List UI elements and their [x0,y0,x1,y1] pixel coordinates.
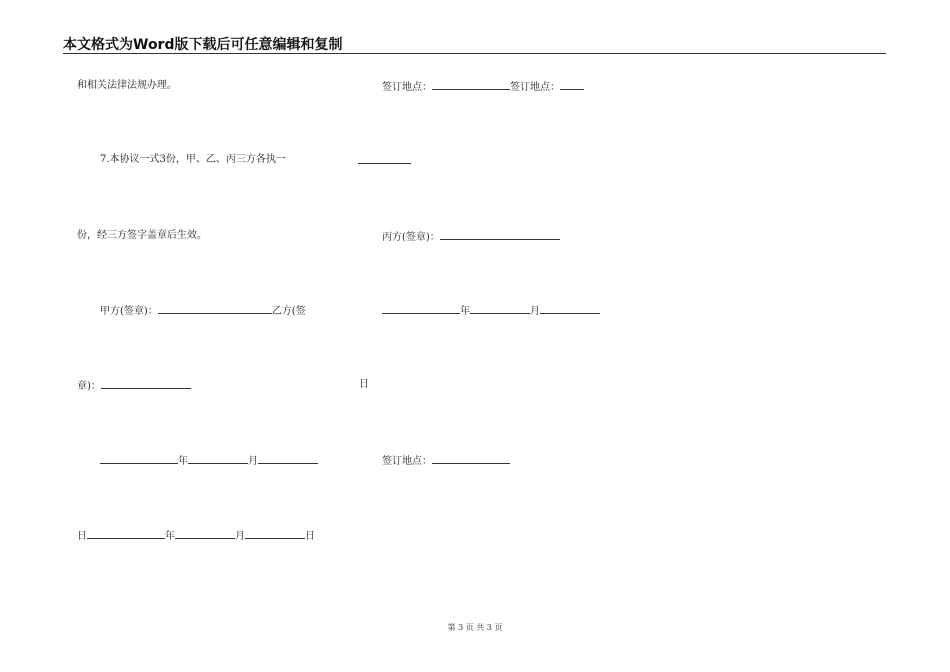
right-line-6 [382,453,510,469]
left-day-blank[interactable] [258,453,318,464]
right-year-blank[interactable] [382,303,460,314]
party-a-label: 甲方(签章)： [100,306,158,317]
sign-location-blank-2-cont[interactable] [358,153,411,164]
page-number: 第 3 页 共 3 页 [447,623,503,632]
party-c-signature-blank[interactable] [440,229,560,240]
right-year-label: 年 [460,306,470,317]
left-line-5 [77,378,191,394]
left-year-blank-2[interactable] [87,528,165,539]
party-b-signature-blank[interactable] [101,378,191,389]
right-line-2 [358,153,411,169]
right-day-blank[interactable] [540,303,600,314]
header-title: 本文格式为Word版下载后可任意编辑和复制 [63,37,343,53]
left-month-blank-2[interactable] [175,528,235,539]
left-month-label-2: 月 [235,531,245,542]
left-line-6 [100,453,318,469]
left-year-blank[interactable] [100,453,178,464]
right-line-4 [382,303,600,319]
left-day-blank-2[interactable] [245,528,305,539]
sign-location-blank-2[interactable] [560,79,584,90]
left-month-blank[interactable] [188,453,248,464]
left-line-2 [100,153,286,167]
text-law-handling: 和相关法律法规办理。 [77,80,177,91]
right-month-label: 月 [530,306,540,317]
left-year-label-2: 年 [165,531,175,542]
page-footer [0,622,950,633]
sign-location-label-1: 签订地点： [382,82,432,93]
page-header [63,33,886,54]
right-line-5 [359,378,369,392]
sign-location-blank-3[interactable] [432,453,510,464]
party-a-signature-blank[interactable] [158,303,272,314]
right-line-3 [382,229,560,245]
sign-location-blank-1[interactable] [432,79,510,90]
party-b-label: 乙方(签 [271,306,306,317]
sign-location-label-3: 签订地点： [382,456,432,467]
left-line-3 [77,229,207,243]
left-line-7 [77,528,315,544]
sign-location-label-2: 签订地点： [510,82,560,93]
left-day-label-2: 日 [305,531,315,542]
right-month-blank[interactable] [470,303,530,314]
left-month-label: 月 [248,456,258,467]
right-day-label: 日 [359,379,369,390]
left-year-label: 年 [178,456,188,467]
text-copies-clause: 7.本协议一式3份，甲、乙、丙三方各执一 [100,154,286,165]
right-line-1 [382,79,584,95]
party-c-label: 丙方(签章)： [382,232,440,243]
left-day-label: 日 [77,531,87,542]
left-line-1 [77,79,177,93]
text-effective-clause: 份，经三方签字盖章后生效。 [77,230,207,241]
left-line-4 [100,303,306,319]
party-b-label-cont: 章)： [77,381,101,392]
